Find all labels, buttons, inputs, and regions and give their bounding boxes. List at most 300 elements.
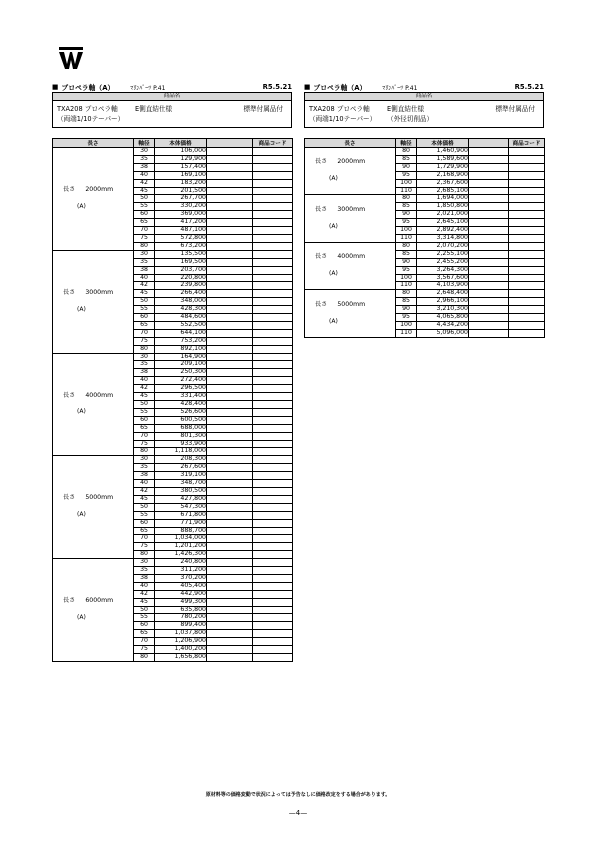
shaft-diameter-cell: 45 — [134, 187, 155, 195]
price-cell: 1,201,200 — [155, 543, 207, 551]
product-code-cell — [509, 148, 545, 156]
blank-cell — [207, 234, 253, 242]
blank-cell — [469, 179, 509, 187]
shaft-diameter-cell: 40 — [134, 480, 155, 488]
blank-cell — [207, 219, 253, 227]
price-cell: 1,034,000 — [155, 535, 207, 543]
shaft-diameter-cell: 60 — [134, 211, 155, 219]
price-cell: 331,400 — [155, 393, 207, 401]
shaft-diameter-cell: 100 — [396, 321, 417, 329]
shaft-diameter-cell: 70 — [134, 432, 155, 440]
blank-cell — [207, 250, 253, 258]
length-value: 2000mm — [85, 185, 114, 193]
shaft-diameter-cell: 38 — [134, 163, 155, 171]
price-cell: 239,800 — [155, 282, 207, 290]
length-label: 長さ — [315, 253, 328, 261]
blank-cell — [207, 353, 253, 361]
price-cell: 1,400,200 — [155, 646, 207, 654]
product-name-heading: 商品名 — [305, 93, 543, 101]
product-code-cell — [253, 511, 293, 519]
col-header-price: 本体価格 — [417, 139, 469, 148]
col-header-length: 長さ — [305, 139, 396, 148]
price-cell: 2,168,900 — [417, 171, 469, 179]
blank-cell — [207, 306, 253, 314]
shaft-diameter-cell: 80 — [396, 195, 417, 203]
product-code-cell — [253, 329, 293, 337]
shaft-diameter-cell: 40 — [134, 171, 155, 179]
square-bullet-icon: ■ — [52, 83, 59, 91]
price-cell: 899,400 — [155, 622, 207, 630]
product-code-cell — [509, 179, 545, 187]
product-code-cell — [253, 258, 293, 266]
left-price-table — [52, 138, 293, 662]
blank-cell — [469, 250, 509, 258]
blank-cell — [469, 195, 509, 203]
shaft-diameter-cell: 75 — [134, 646, 155, 654]
product-code-cell — [253, 495, 293, 503]
product-code-cell — [253, 646, 293, 654]
blank-cell — [207, 401, 253, 409]
price-cell: 369,000 — [155, 211, 207, 219]
blank-cell — [207, 654, 253, 662]
price-cell: 801,300 — [155, 432, 207, 440]
length-group-cell — [305, 195, 396, 242]
product-code-cell — [253, 527, 293, 535]
blank-cell — [207, 416, 253, 424]
shaft-diameter-cell: 90 — [396, 211, 417, 219]
shaft-diameter-cell: 70 — [134, 329, 155, 337]
shaft-diameter-cell: 85 — [396, 250, 417, 258]
price-cell: 1,729,900 — [417, 163, 469, 171]
blank-cell — [469, 321, 509, 329]
shaft-diameter-cell: 95 — [396, 219, 417, 227]
product-code-cell — [253, 606, 293, 614]
price-cell: 311,200 — [155, 567, 207, 575]
blank-cell — [207, 274, 253, 282]
price-cell: 428,400 — [155, 401, 207, 409]
right-price-table — [304, 138, 545, 338]
shaft-diameter-cell: 42 — [134, 385, 155, 393]
price-cell: 2,645,100 — [417, 219, 469, 227]
price-cell: 250,300 — [155, 369, 207, 377]
product-code-cell — [253, 195, 293, 203]
price-cell: 1,850,800 — [417, 203, 469, 211]
shaft-diameter-cell: 70 — [134, 227, 155, 235]
blank-cell — [207, 598, 253, 606]
shaft-diameter-cell: 65 — [134, 424, 155, 432]
price-cell: 135,500 — [155, 250, 207, 258]
shaft-diameter-cell: 38 — [134, 369, 155, 377]
price-cell: 220,800 — [155, 274, 207, 282]
length-value: 4000mm — [337, 253, 366, 261]
price-cell: 330,200 — [155, 203, 207, 211]
product-code-cell — [253, 266, 293, 274]
shaft-diameter-cell: 50 — [134, 503, 155, 511]
right-panel-date: R5.5.21 — [514, 83, 544, 91]
product-code-cell — [253, 630, 293, 638]
price-cell: 484,600 — [155, 314, 207, 322]
product-code-cell — [253, 282, 293, 290]
price-cell: 1,656,800 — [155, 654, 207, 662]
price-cell: 442,900 — [155, 590, 207, 598]
shaft-diameter-cell: 55 — [134, 203, 155, 211]
length-label: 長さ — [315, 205, 328, 213]
product-subname: （両端1/10テーパー） — [57, 115, 125, 123]
blank-cell — [207, 630, 253, 638]
product-code-cell — [509, 187, 545, 195]
blank-cell — [207, 314, 253, 322]
shaft-diameter-cell: 45 — [134, 598, 155, 606]
length-label: 長さ — [63, 391, 76, 399]
length-label: 長さ — [63, 288, 76, 296]
length-group-cell — [53, 148, 134, 251]
price-cell: 1,426,300 — [155, 551, 207, 559]
product-code-cell — [509, 242, 545, 250]
blank-cell — [469, 203, 509, 211]
product-code-cell — [253, 155, 293, 163]
product-code-cell — [253, 590, 293, 598]
price-cell: 1,206,900 — [155, 638, 207, 646]
product-code-cell — [253, 519, 293, 527]
price-cell: 417,200 — [155, 219, 207, 227]
shaft-diameter-cell: 38 — [134, 472, 155, 480]
blank-cell — [207, 408, 253, 416]
blank-cell — [469, 282, 509, 290]
shaft-diameter-cell: 85 — [396, 155, 417, 163]
blank-cell — [207, 432, 253, 440]
product-code-cell — [509, 234, 545, 242]
price-cell: 600,500 — [155, 416, 207, 424]
product-code-cell — [253, 314, 293, 322]
shaft-diameter-cell: 30 — [134, 250, 155, 258]
blank-cell — [469, 329, 509, 337]
price-cell: 267,600 — [155, 464, 207, 472]
left-price-panel — [52, 82, 292, 662]
blank-cell — [207, 567, 253, 575]
shaft-diameter-cell: 45 — [134, 495, 155, 503]
length-type: (A) — [329, 317, 338, 325]
price-cell: 2,255,100 — [417, 250, 469, 258]
product-code-cell — [253, 408, 293, 416]
price-cell: 1,589,600 — [417, 155, 469, 163]
price-cell: 673,200 — [155, 242, 207, 250]
shaft-diameter-cell: 30 — [134, 559, 155, 567]
blank-cell — [469, 211, 509, 219]
price-cell: 771,900 — [155, 519, 207, 527]
blank-cell — [207, 258, 253, 266]
price-cell: 106,000 — [155, 148, 207, 156]
blank-cell — [207, 345, 253, 353]
blank-cell — [207, 519, 253, 527]
right-panel-header — [304, 82, 544, 92]
product-code-cell — [253, 503, 293, 511]
shaft-diameter-cell: 65 — [134, 630, 155, 638]
shaft-diameter-cell: 80 — [134, 448, 155, 456]
length-group-cell — [53, 353, 134, 456]
table-row — [53, 353, 293, 361]
price-cell: 201,500 — [155, 187, 207, 195]
blank-cell — [207, 574, 253, 582]
shaft-diameter-cell: 30 — [134, 456, 155, 464]
product-code-cell — [253, 219, 293, 227]
blank-cell — [207, 195, 253, 203]
shaft-diameter-cell: 80 — [134, 345, 155, 353]
shaft-diameter-cell: 30 — [134, 148, 155, 156]
price-cell: 2,892,400 — [417, 227, 469, 235]
length-type: (A) — [77, 408, 86, 416]
right-product-name-box — [304, 92, 544, 128]
blank-cell — [207, 385, 253, 393]
price-cell: 1,118,000 — [155, 448, 207, 456]
shaft-diameter-cell: 42 — [134, 179, 155, 187]
price-cell: 1,037,800 — [155, 630, 207, 638]
price-cell: 4,103,900 — [417, 282, 469, 290]
length-type: (A) — [329, 270, 338, 278]
price-cell: 3,210,300 — [417, 306, 469, 314]
product-code-cell — [509, 298, 545, 306]
price-cell: 5,096,000 — [417, 329, 469, 337]
product-code-cell — [253, 187, 293, 195]
product-name-heading: 商品名 — [53, 93, 291, 101]
blank-cell — [207, 171, 253, 179]
blank-cell — [469, 242, 509, 250]
product-code-cell — [253, 179, 293, 187]
price-cell: 1,694,000 — [417, 195, 469, 203]
blank-cell — [207, 535, 253, 543]
price-cell: 2,367,600 — [417, 179, 469, 187]
shaft-diameter-cell: 95 — [396, 314, 417, 322]
product-code-cell — [253, 163, 293, 171]
blank-cell — [207, 495, 253, 503]
price-cell: 933,900 — [155, 440, 207, 448]
price-cell: 319,100 — [155, 472, 207, 480]
price-cell: 272,400 — [155, 377, 207, 385]
price-cell: 635,800 — [155, 606, 207, 614]
shaft-diameter-cell: 50 — [134, 606, 155, 614]
blank-cell — [207, 440, 253, 448]
shaft-diameter-cell: 65 — [134, 321, 155, 329]
blank-cell — [207, 298, 253, 306]
col-header-blank — [207, 139, 253, 148]
col-header-code: 商品コード — [253, 139, 293, 148]
product-code-cell — [253, 401, 293, 409]
company-logo-icon — [58, 44, 84, 70]
length-value: 5000mm — [85, 494, 114, 502]
blank-cell — [207, 203, 253, 211]
shaft-diameter-cell: 40 — [134, 582, 155, 590]
blank-cell — [469, 163, 509, 171]
length-type: (A) — [77, 614, 86, 622]
price-cell: 427,800 — [155, 495, 207, 503]
left-panel-title: プロペラ軸（A） — [61, 84, 115, 92]
price-cell: 129,900 — [155, 155, 207, 163]
product-code-cell — [253, 567, 293, 575]
blank-cell — [207, 464, 253, 472]
shaft-diameter-cell: 100 — [396, 227, 417, 235]
product-subname: （両端1/10テーパー） — [309, 115, 377, 123]
blank-cell — [469, 219, 509, 227]
blank-cell — [207, 337, 253, 345]
price-cell: 2,648,400 — [417, 290, 469, 298]
length-label: 長さ — [63, 185, 76, 193]
price-cell: 266,400 — [155, 290, 207, 298]
length-type: (A) — [77, 202, 86, 210]
product-code-cell — [253, 598, 293, 606]
price-cell: 688,000 — [155, 424, 207, 432]
shaft-diameter-cell: 85 — [396, 298, 417, 306]
blank-cell — [207, 163, 253, 171]
shaft-diameter-cell: 80 — [396, 148, 417, 156]
shaft-diameter-cell: 42 — [134, 487, 155, 495]
shaft-diameter-cell: 75 — [134, 543, 155, 551]
table-row — [305, 242, 545, 250]
shaft-diameter-cell: 38 — [134, 574, 155, 582]
shaft-diameter-cell: 80 — [396, 242, 417, 250]
product-code-cell — [253, 456, 293, 464]
length-value: 3000mm — [337, 205, 366, 213]
price-cell: 487,100 — [155, 227, 207, 235]
product-code-cell — [253, 321, 293, 329]
col-header-length: 長さ — [53, 139, 134, 148]
product-spec: E側直結仕様 — [387, 105, 425, 113]
shaft-diameter-cell: 40 — [134, 377, 155, 385]
length-value: 5000mm — [337, 300, 366, 308]
shaft-diameter-cell: 50 — [134, 401, 155, 409]
product-code-cell — [253, 614, 293, 622]
product-code-cell — [253, 551, 293, 559]
product-code-cell — [509, 314, 545, 322]
blank-cell — [207, 590, 253, 598]
shaft-diameter-cell: 55 — [134, 408, 155, 416]
blank-cell — [207, 242, 253, 250]
price-cell: 3,264,300 — [417, 266, 469, 274]
blank-cell — [207, 155, 253, 163]
product-code-cell — [253, 480, 293, 488]
price-cell: 203,700 — [155, 266, 207, 274]
price-cell: 892,100 — [155, 345, 207, 353]
table-row — [53, 559, 293, 567]
blank-cell — [207, 448, 253, 456]
shaft-diameter-cell: 42 — [134, 282, 155, 290]
price-cell: 3,567,600 — [417, 274, 469, 282]
product-code-cell — [253, 242, 293, 250]
blank-cell — [207, 361, 253, 369]
blank-cell — [207, 646, 253, 654]
col-header-price: 本体価格 — [155, 139, 207, 148]
product-code-cell — [509, 274, 545, 282]
product-code-cell — [509, 155, 545, 163]
product-code-cell — [509, 171, 545, 179]
product-code-cell — [253, 559, 293, 567]
left-price-table-body — [53, 148, 293, 662]
price-cell: 209,100 — [155, 361, 207, 369]
blank-cell — [207, 321, 253, 329]
price-cell: 2,455,200 — [417, 258, 469, 266]
price-cell: 552,500 — [155, 321, 207, 329]
blank-cell — [207, 606, 253, 614]
blank-cell — [207, 211, 253, 219]
length-type: (A) — [77, 305, 86, 313]
blank-cell — [207, 424, 253, 432]
shaft-diameter-cell: 80 — [134, 654, 155, 662]
product-spec: E側直結仕様 — [135, 105, 173, 113]
price-cell: 2,021,000 — [417, 211, 469, 219]
shaft-diameter-cell: 55 — [134, 614, 155, 622]
product-accessory-note: （外径切削品） — [387, 115, 434, 123]
shaft-diameter-cell: 70 — [134, 638, 155, 646]
blank-cell — [207, 456, 253, 464]
price-cell: 380,500 — [155, 487, 207, 495]
blank-cell — [207, 622, 253, 630]
product-code-cell — [253, 385, 293, 393]
product-code-cell — [509, 282, 545, 290]
blank-cell — [207, 638, 253, 646]
price-cell: 547,300 — [155, 503, 207, 511]
product-code-cell — [253, 234, 293, 242]
length-value: 2000mm — [337, 158, 366, 166]
price-cell: 183,200 — [155, 179, 207, 187]
length-label: 長さ — [315, 300, 328, 308]
price-cell: 2,685,100 — [417, 187, 469, 195]
length-group-cell — [53, 559, 134, 662]
price-cell: 3,314,800 — [417, 234, 469, 242]
blank-cell — [207, 377, 253, 385]
table-row — [305, 195, 545, 203]
blank-cell — [207, 393, 253, 401]
shaft-diameter-cell: 90 — [396, 163, 417, 171]
length-value: 3000mm — [85, 288, 114, 296]
shaft-diameter-cell: 65 — [134, 527, 155, 535]
price-cell: 405,400 — [155, 582, 207, 590]
col-header-code: 商品コード — [509, 139, 545, 148]
shaft-diameter-cell: 90 — [396, 306, 417, 314]
product-code-cell — [253, 306, 293, 314]
price-cell: 1,460,900 — [417, 148, 469, 156]
price-cell: 671,800 — [155, 511, 207, 519]
product-code-cell — [253, 148, 293, 156]
product-code-cell — [509, 329, 545, 337]
shaft-diameter-cell: 60 — [134, 416, 155, 424]
product-code-cell — [253, 298, 293, 306]
product-code-cell — [253, 416, 293, 424]
price-cell: 169,100 — [155, 171, 207, 179]
table-row — [305, 290, 545, 298]
product-code-cell — [253, 487, 293, 495]
blank-cell — [469, 155, 509, 163]
page-number: —4— — [288, 809, 308, 817]
blank-cell — [207, 551, 253, 559]
length-group-cell — [53, 456, 134, 559]
product-name: TXA208 プロペラ軸 — [309, 105, 370, 113]
price-cell: 348,700 — [155, 480, 207, 488]
price-cell: 753,200 — [155, 337, 207, 345]
blank-cell — [207, 543, 253, 551]
product-code-cell — [253, 638, 293, 646]
product-accessory: 標準付属品付 — [495, 105, 535, 113]
shaft-diameter-cell: 35 — [134, 464, 155, 472]
price-cell: 2,966,100 — [417, 298, 469, 306]
product-code-cell — [509, 227, 545, 235]
product-code-cell — [253, 432, 293, 440]
blank-cell — [469, 187, 509, 195]
table-row — [305, 148, 545, 156]
length-label: 長さ — [315, 158, 328, 166]
product-name: TXA208 プロペラ軸 — [57, 105, 118, 113]
right-panel-title: プロペラ軸（A） — [313, 84, 367, 92]
shaft-diameter-cell: 110 — [396, 329, 417, 337]
length-label: 長さ — [63, 494, 76, 502]
product-code-cell — [509, 203, 545, 211]
